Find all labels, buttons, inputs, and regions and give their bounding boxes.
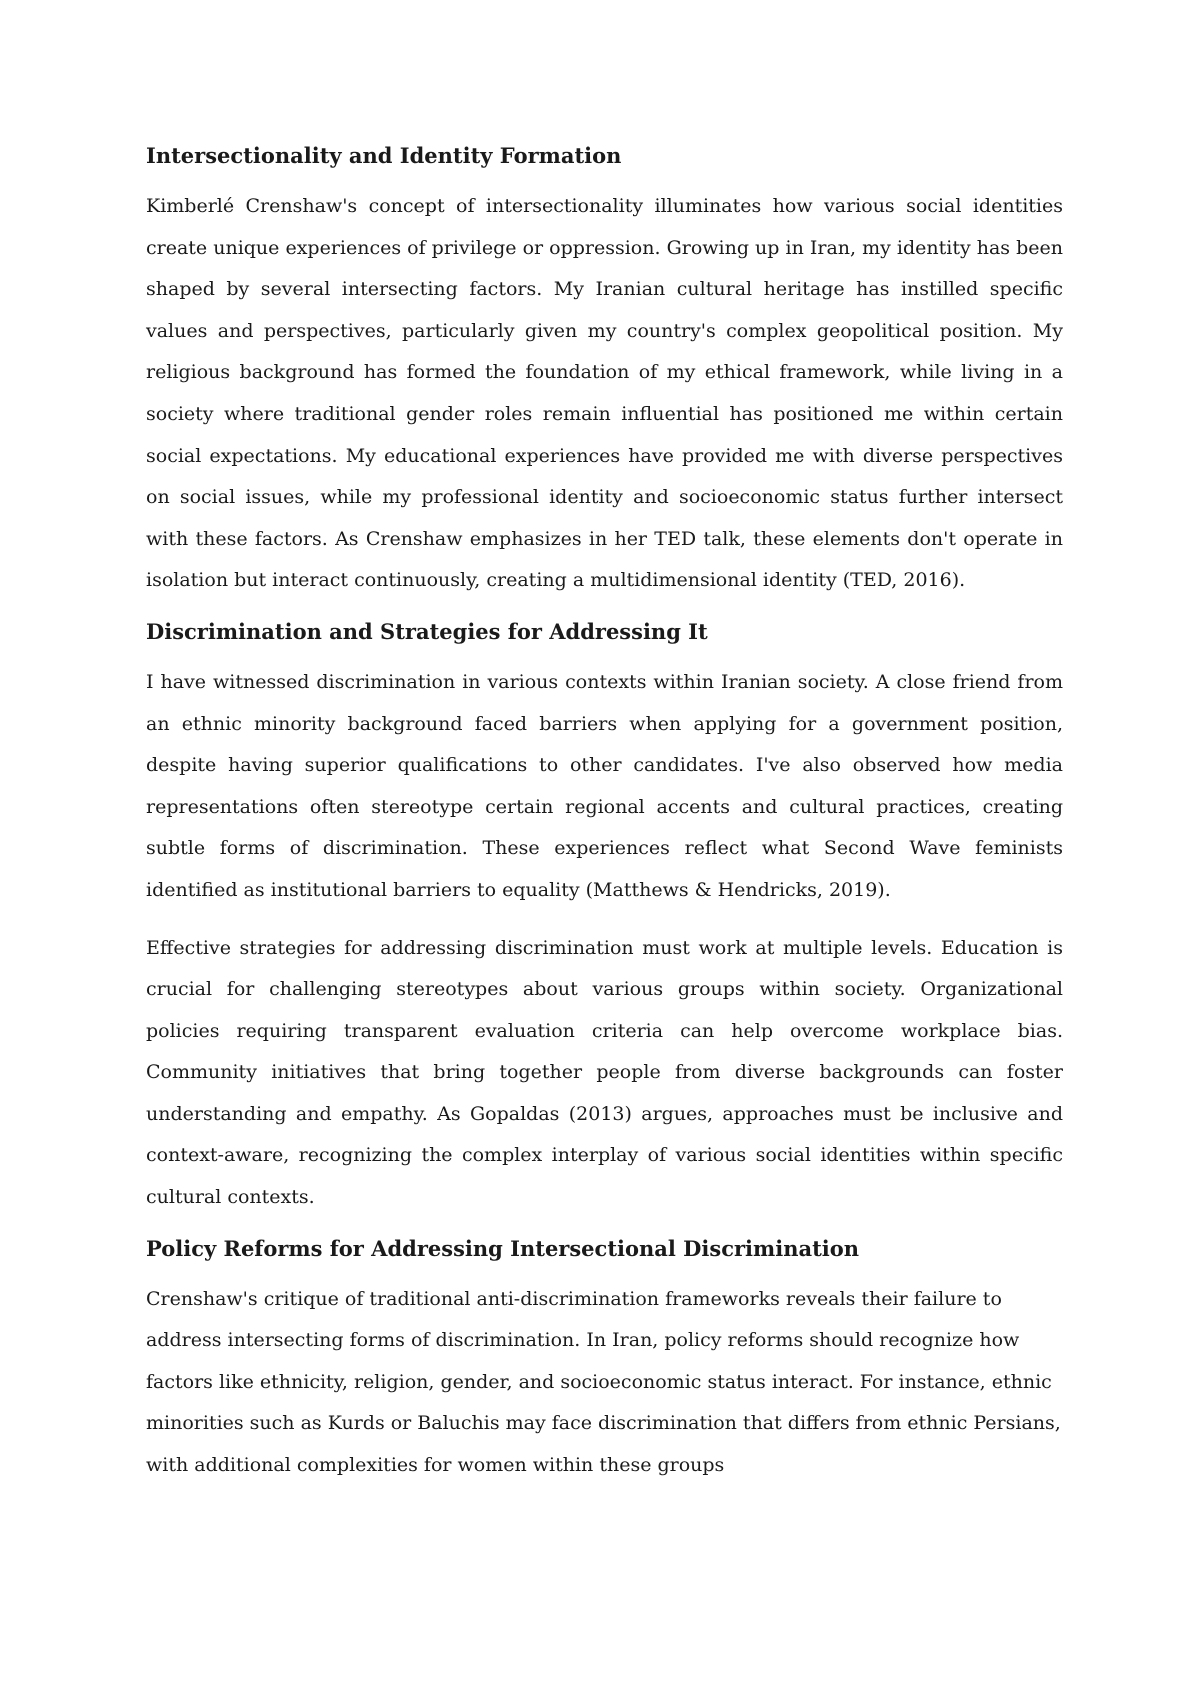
document-page — [146, 142, 1063, 1503]
paragraph-effective-strategies: Effective strategies for addressing discrimination must work at multiple levels. Education is crucial for challenging stereotypes about various groups within society. Organizational policies requiring transparent evaluation criteria can help overcome workplace bias. Community initiatives that bring together people from diverse backgrounds can foster understanding and empathy. As Gopaldas (2013) argues, approaches must be inclusive and context-aware, recognizing the complex interplay of various social identities within specific cultural contexts. — [146, 936, 1063, 1209]
section-heading-discrimination: Discrimination and Strategies for Addressing It — [146, 618, 708, 644]
paragraph-intersectionality: Kimberlé Crenshaw's concept of intersectionality illuminates how various social identities create unique experiences of privilege or oppression. Growing up in Iran, my identity has been shaped by several intersecting factors. My Iranian cultural heritage has instilled specific values and perspectives, particularly given my country's complex geopolitical position. My religious background has formed the foundation of my ethical framework, while living in a society where traditional gender roles remain influential has positioned me within certain social expectations. My educational experiences have provided me with diverse perspectives on social issues, while my professional identity and socioeconomic status further intersect with these factors. As Crenshaw emphasizes in her TED talk, these elements don't operate in isolation but interact continuously, creating a multidimensional identity (TED, 2016). — [146, 195, 1063, 592]
paragraph-policy-reforms: Crenshaw's critique of traditional anti-discrimination frameworks reveals their failure to address intersecting forms of discrimination. In Iran, policy reforms should recognize how factors like ethnicity, religion, gender, and socioeconomic status interact. For instance, ethnic minorities such as Kurds or Baluchis may face discrimination that differs from ethnic Persians, with additional complexities for women within these groups — [146, 1287, 1061, 1477]
section-heading-intersectionality: Intersectionality and Identity Formation — [146, 143, 622, 168]
paragraph-witnessed-discrimination: I have witnessed discrimination in various contexts within Iranian society. A close friend from an ethnic minority background faced barriers when applying for a government position, despite having superior qualifications to other candidates. I've also observed how media representations often stereotype certain regional accents and cultural practices, creating subtle forms of discrimination. These experiences reflect what Second Wave feminists identified as institutional barriers to equality (Matthews & Hendricks, 2019). — [146, 670, 1063, 901]
section-heading-policy-reforms: Policy Reforms for Addressing Intersectional Discrimination — [146, 1235, 860, 1261]
